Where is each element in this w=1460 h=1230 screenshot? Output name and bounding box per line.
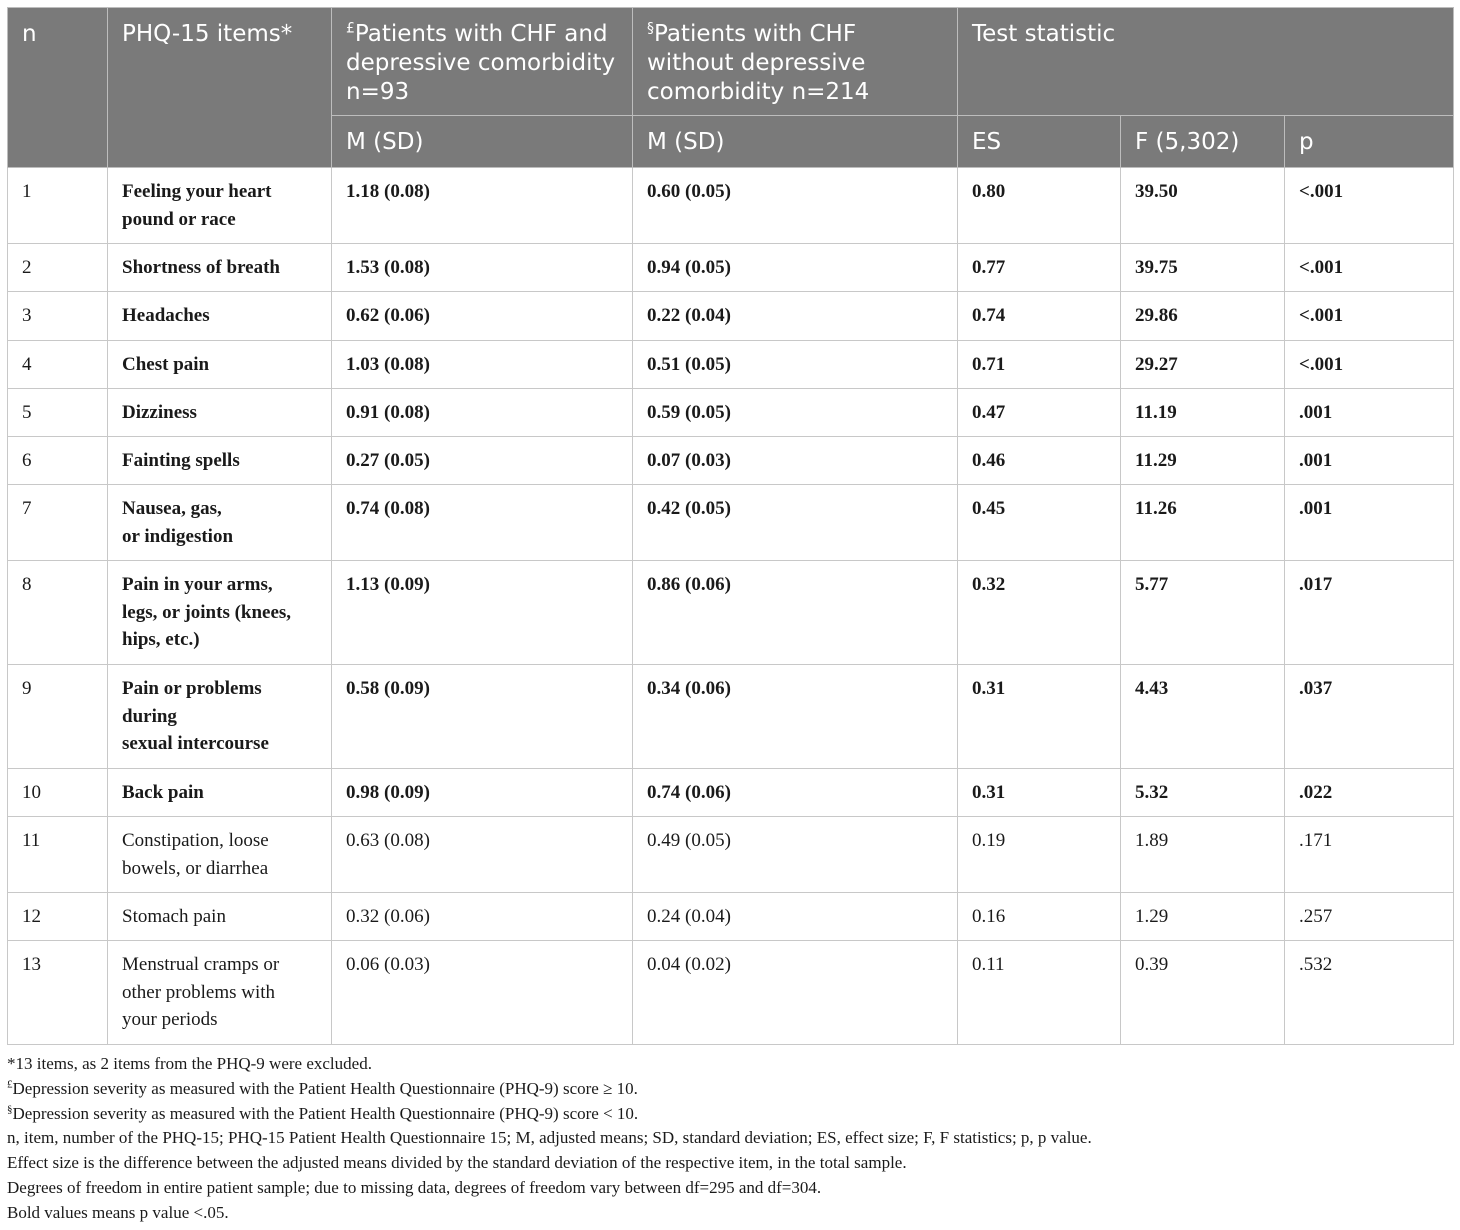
row-p-cell: .022 — [1285, 769, 1454, 817]
table-row — [8, 244, 1454, 292]
row-msd-nondepressive-cell: 0.24 (0.04) — [633, 893, 958, 941]
footnote-pound-text: Depression severity as measured with the Patient Health Questionnaire (PHQ-9) score ≥ 10. — [12, 1078, 638, 1098]
row-msd-nondepressive-cell: 0.22 (0.04) — [633, 292, 958, 341]
row-f-cell: 29.27 — [1121, 341, 1285, 389]
row-msd-nondepressive-cell: 0.34 (0.06) — [633, 665, 958, 769]
row-p-cell: <.001 — [1285, 244, 1454, 292]
table-footnotes — [7, 1052, 1453, 1226]
header-items: PHQ-15 items* — [108, 8, 332, 168]
section-mark: § — [647, 20, 654, 37]
row-n-cell: 8 — [8, 561, 108, 665]
row-es-cell: 0.11 — [958, 941, 1121, 1045]
row-item-cell: Shortness of breath — [108, 244, 332, 292]
footnote-effect-size: Effect size is the difference between the adjusted means divided by the standard deviation of the respective item, in the total sample. — [7, 1153, 907, 1173]
header-msd-nondepressive: M (SD) — [633, 116, 958, 168]
row-msd-depressive-cell: 1.53 (0.08) — [332, 244, 633, 292]
row-es-cell: 0.80 — [958, 168, 1121, 244]
table-row — [8, 292, 1454, 341]
footnote-degrees-freedom: Degrees of freedom in entire patient sample; due to missing data, degrees of freedom vary between df=295 and df=304. — [7, 1177, 822, 1197]
header-p: p — [1285, 116, 1454, 168]
row-p-cell: .017 — [1285, 561, 1454, 665]
row-f-cell: 39.50 — [1121, 168, 1285, 244]
table-row — [8, 769, 1454, 817]
row-msd-depressive-cell: 0.62 (0.06) — [332, 292, 633, 341]
header-n: n — [8, 8, 108, 168]
row-f-cell: 1.89 — [1121, 817, 1285, 893]
results-table — [7, 7, 1454, 1045]
table-body — [8, 168, 1454, 1045]
header-group-nondepressive-label: Patients with CHF without depressive comorbidity n=214 — [647, 21, 870, 105]
row-n-cell: 9 — [8, 665, 108, 769]
row-n-cell: 12 — [8, 893, 108, 941]
results-table-container — [7, 7, 1453, 1045]
row-item-cell: Menstrual cramps or other problems with your periods — [108, 941, 332, 1045]
row-msd-depressive-cell: 0.32 (0.06) — [332, 893, 633, 941]
row-f-cell: 1.29 — [1121, 893, 1285, 941]
table-row — [8, 893, 1454, 941]
row-msd-depressive-cell: 0.63 (0.08) — [332, 817, 633, 893]
row-f-cell: 29.86 — [1121, 292, 1285, 341]
header-group-depressive — [332, 8, 633, 116]
row-n-cell: 4 — [8, 341, 108, 389]
row-n-cell: 6 — [8, 437, 108, 485]
row-f-cell: 11.29 — [1121, 437, 1285, 485]
pound-mark: £ — [346, 20, 355, 37]
row-p-cell: .001 — [1285, 485, 1454, 561]
row-msd-nondepressive-cell: 0.94 (0.05) — [633, 244, 958, 292]
table-row — [8, 168, 1454, 244]
row-f-cell: 0.39 — [1121, 941, 1285, 1045]
row-f-cell: 11.26 — [1121, 485, 1285, 561]
row-p-cell: .257 — [1285, 893, 1454, 941]
row-es-cell: 0.45 — [958, 485, 1121, 561]
row-msd-depressive-cell: 1.18 (0.08) — [332, 168, 633, 244]
table-row — [8, 941, 1454, 1045]
row-item-cell: Constipation, loose bowels, or diarrhea — [108, 817, 332, 893]
row-item-cell: Pain or problems during sexual intercourse — [108, 665, 332, 769]
row-es-cell: 0.31 — [958, 665, 1121, 769]
row-f-cell: 4.43 — [1121, 665, 1285, 769]
table-row — [8, 437, 1454, 485]
row-p-cell: <.001 — [1285, 292, 1454, 341]
row-f-cell: 5.32 — [1121, 769, 1285, 817]
table-row — [8, 561, 1454, 665]
row-msd-nondepressive-cell: 0.04 (0.02) — [633, 941, 958, 1045]
row-f-cell: 39.75 — [1121, 244, 1285, 292]
header-group-depressive-label: Patients with CHF and depressive comorbidity n=93 — [346, 21, 616, 105]
row-es-cell: 0.46 — [958, 437, 1121, 485]
row-item-cell: Nausea, gas, or indigestion — [108, 485, 332, 561]
row-p-cell: <.001 — [1285, 341, 1454, 389]
row-n-cell: 3 — [8, 292, 108, 341]
row-n-cell: 7 — [8, 485, 108, 561]
footnote-section-mark: § — [7, 1102, 13, 1115]
row-item-cell: Dizziness — [108, 389, 332, 437]
row-msd-depressive-cell: 0.06 (0.03) — [332, 941, 633, 1045]
table-row — [8, 817, 1454, 893]
row-es-cell: 0.77 — [958, 244, 1121, 292]
header-f: F (5,302) — [1121, 116, 1285, 168]
row-item-cell: Pain in your arms, legs, or joints (knees, hips, etc.) — [108, 561, 332, 665]
row-item-cell: Feeling your heart pound or race — [108, 168, 332, 244]
row-msd-nondepressive-cell: 0.51 (0.05) — [633, 341, 958, 389]
footnote-items: *13 items, as 2 items from the PHQ-9 were excluded. — [7, 1054, 372, 1073]
row-n-cell: 2 — [8, 244, 108, 292]
row-item-cell: Back pain — [108, 769, 332, 817]
footnote-abbreviations: n, item, number of the PHQ-15; PHQ-15 Patient Health Questionnaire 15; M, adjusted means; SD, standard deviation; ES, effect size; F, F statistics; p, p value. — [7, 1128, 1092, 1148]
row-es-cell: 0.71 — [958, 341, 1121, 389]
table-row — [8, 341, 1454, 389]
row-msd-nondepressive-cell: 0.74 (0.06) — [633, 769, 958, 817]
table-row — [8, 485, 1454, 561]
row-msd-depressive-cell: 0.27 (0.05) — [332, 437, 633, 485]
row-n-cell: 10 — [8, 769, 108, 817]
table-row — [8, 665, 1454, 769]
table-row — [8, 389, 1454, 437]
row-msd-depressive-cell: 0.58 (0.09) — [332, 665, 633, 769]
row-msd-depressive-cell: 0.74 (0.08) — [332, 485, 633, 561]
row-es-cell: 0.16 — [958, 893, 1121, 941]
row-item-cell: Headaches — [108, 292, 332, 341]
row-p-cell: .001 — [1285, 389, 1454, 437]
footnote-section-text: Depression severity as measured with the Patient Health Questionnaire (PHQ-9) score < 10. — [12, 1103, 639, 1123]
row-p-cell: .532 — [1285, 941, 1454, 1045]
footnote-bold: Bold values means p value <.05. — [7, 1202, 229, 1222]
row-f-cell: 11.19 — [1121, 389, 1285, 437]
header-group-nondepressive — [633, 8, 958, 116]
row-es-cell: 0.31 — [958, 769, 1121, 817]
row-n-cell: 1 — [8, 168, 108, 244]
row-p-cell: .001 — [1285, 437, 1454, 485]
row-msd-nondepressive-cell: 0.49 (0.05) — [633, 817, 958, 893]
row-msd-nondepressive-cell: 0.86 (0.06) — [633, 561, 958, 665]
row-es-cell: 0.74 — [958, 292, 1121, 341]
row-item-cell: Fainting spells — [108, 437, 332, 485]
row-msd-nondepressive-cell: 0.60 (0.05) — [633, 168, 958, 244]
header-msd-depressive: M (SD) — [332, 116, 633, 168]
row-p-cell: .037 — [1285, 665, 1454, 769]
header-es: ES — [958, 116, 1121, 168]
header-test-statistic: Test statistic — [958, 8, 1454, 116]
row-es-cell: 0.47 — [958, 389, 1121, 437]
row-n-cell: 11 — [8, 817, 108, 893]
header-row-top — [8, 8, 1454, 116]
row-msd-depressive-cell: 1.03 (0.08) — [332, 341, 633, 389]
row-msd-nondepressive-cell: 0.42 (0.05) — [633, 485, 958, 561]
row-msd-depressive-cell: 1.13 (0.09) — [332, 561, 633, 665]
row-p-cell: .171 — [1285, 817, 1454, 893]
row-p-cell: <.001 — [1285, 168, 1454, 244]
row-item-cell: Stomach pain — [108, 893, 332, 941]
footnote-pound — [7, 1077, 1453, 1102]
row-f-cell: 5.77 — [1121, 561, 1285, 665]
row-msd-depressive-cell: 0.91 (0.08) — [332, 389, 633, 437]
row-n-cell: 5 — [8, 389, 108, 437]
footnote-pound-mark: £ — [7, 1078, 13, 1091]
row-es-cell: 0.19 — [958, 817, 1121, 893]
row-es-cell: 0.32 — [958, 561, 1121, 665]
row-msd-nondepressive-cell: 0.59 (0.05) — [633, 389, 958, 437]
row-item-cell: Chest pain — [108, 341, 332, 389]
row-msd-depressive-cell: 0.98 (0.09) — [332, 769, 633, 817]
footnote-section — [7, 1102, 1453, 1127]
row-msd-nondepressive-cell: 0.07 (0.03) — [633, 437, 958, 485]
row-n-cell: 13 — [8, 941, 108, 1045]
